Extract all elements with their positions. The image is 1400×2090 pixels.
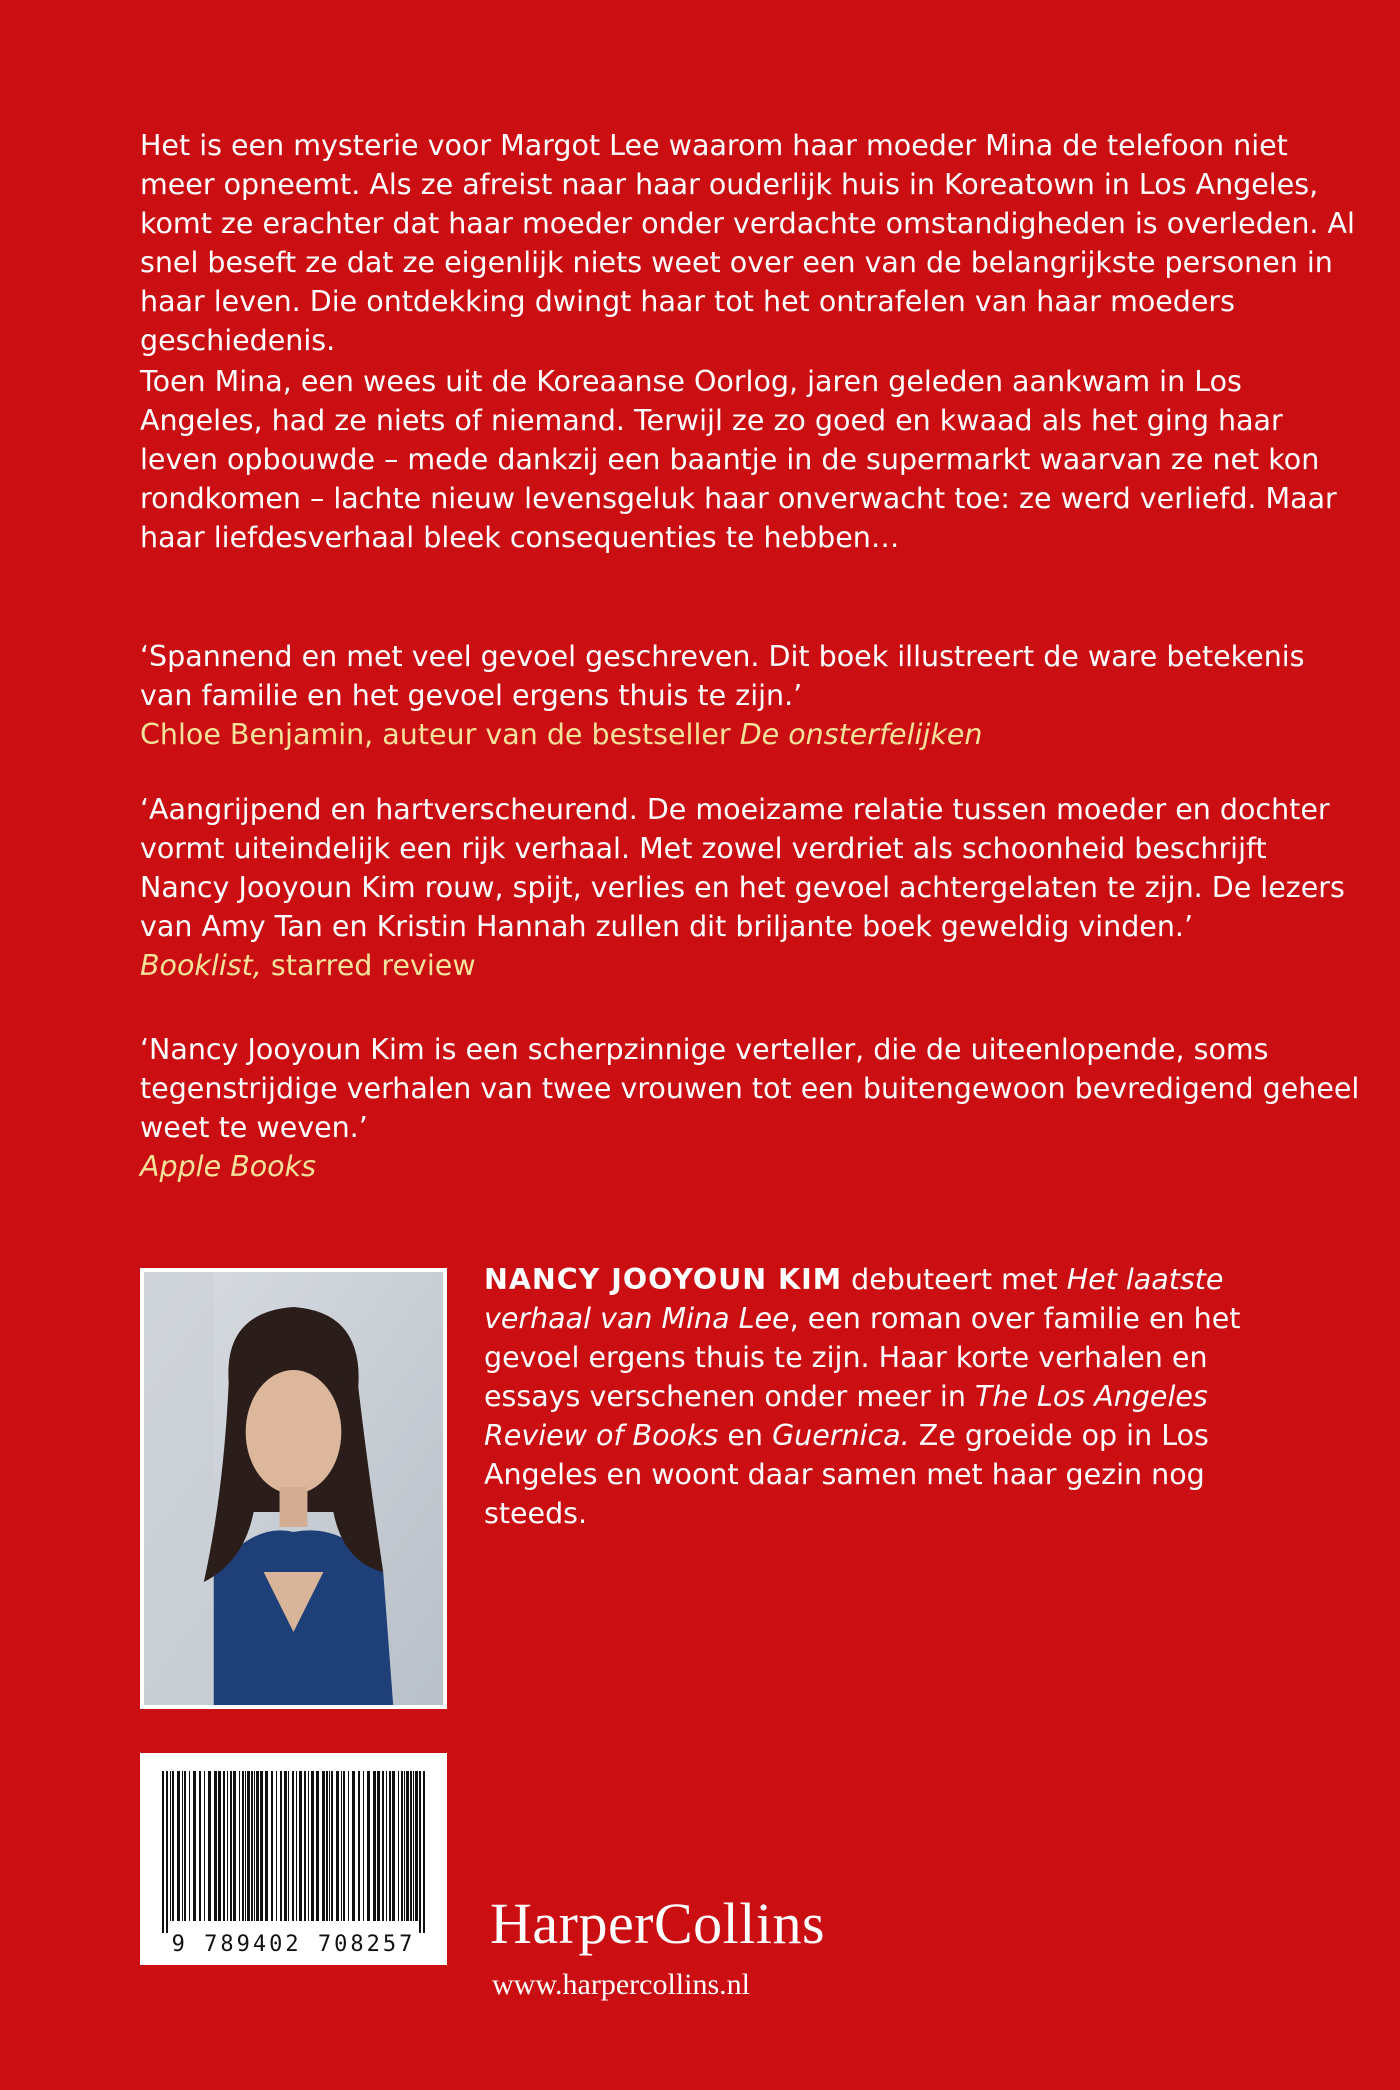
barcode-bar: [280, 1771, 282, 1921]
barcode-bar: [233, 1771, 236, 1921]
barcode-bar: [265, 1771, 268, 1921]
author-name: NANCY JOOYOUN KIM: [484, 1263, 843, 1296]
barcode-bar: [162, 1771, 164, 1933]
barcode-bar: [247, 1771, 250, 1921]
barcode-bar: [304, 1771, 306, 1921]
review-text: ‘Aangrijpend en hartverscheurend. De moeizame relatie tussen moeder en dochter vormt uiteindelijk een rijk verhaal. Met zowel verdriet als schoonheid beschrijft Nancy Jooyoun Kim rouw, spijt, verlies en het gevoel achtergelaten te zijn. De lezers van Amy Tan en Kristin Hannah zullen dit briljante boek geweldig vinden.’: [140, 793, 1345, 943]
barcode-bar: [271, 1771, 273, 1921]
barcode-bar: [166, 1771, 168, 1933]
barcode-bar: [373, 1771, 376, 1921]
barcode-bar: [177, 1771, 180, 1921]
barcode-bar: [172, 1771, 174, 1921]
barcode-bar: [322, 1771, 325, 1921]
barcode-bar: [382, 1771, 384, 1921]
publisher-website[interactable]: www.harpercollins.nl: [492, 1968, 750, 2001]
barcode: [140, 1753, 447, 1965]
barcode-bar: [316, 1771, 319, 1921]
barcode-bar: [404, 1771, 405, 1921]
barcode-bar: [254, 1771, 255, 1921]
barcode-bar: [193, 1771, 196, 1921]
barcode-bar: [288, 1771, 289, 1921]
review-attribution: Chloe Benjamin, auteur van de bestseller De onsterfelijken: [140, 718, 983, 751]
barcode-bar: [260, 1771, 263, 1921]
review-attribution: Booklist, starred review: [140, 949, 476, 982]
barcode-bar: [230, 1771, 232, 1921]
barcode-bar: [367, 1771, 370, 1921]
barcode-bar: [296, 1771, 297, 1921]
barcode-bar: [204, 1771, 205, 1921]
review-text: ‘Spannend en met veel gevoel geschreven. Dit boek illustreert de ware betekenis van familie en het gevoel ergens thuis te zijn.’: [140, 640, 1305, 712]
barcode-bar: [170, 1771, 171, 1921]
barcode-bar: [410, 1771, 412, 1921]
barcode-bar: [214, 1771, 217, 1921]
barcode-number: 9 789402 708257: [171, 1932, 416, 1957]
barcode-bar: [348, 1771, 349, 1921]
barcode-bar: [406, 1771, 409, 1921]
barcode-bar: [292, 1771, 294, 1921]
barcode-bar: [331, 1771, 333, 1921]
barcode-bar: [239, 1771, 240, 1921]
barcode-bar: [223, 1771, 225, 1921]
review-attribution: Apple Books: [140, 1150, 316, 1183]
barcode-bar: [218, 1771, 221, 1921]
barcode-bar: [398, 1771, 399, 1921]
barcode-bar: [343, 1771, 345, 1921]
barcode-bar: [341, 1771, 342, 1921]
barcode-bar: [326, 1771, 328, 1921]
barcode-bar: [276, 1771, 277, 1921]
barcode-bar: [423, 1771, 425, 1933]
publisher-logo: HarperCollins: [490, 1891, 826, 1956]
author-portrait-image: [144, 1272, 443, 1705]
barcode-bar: [419, 1771, 421, 1933]
barcode-bar: [208, 1771, 211, 1921]
barcode-bar: [284, 1771, 287, 1921]
barcode-bar: [245, 1771, 246, 1921]
barcode-bar: [336, 1771, 339, 1921]
review-quote: [140, 637, 1362, 754]
barcode-bar: [401, 1771, 403, 1921]
review-text: ‘Nancy Jooyoun Kim is een scherpzinnige verteller, die de uiteenlopende, soms tegenstrijdige verhalen van twee vrouwen tot een buitengewoon bevredigend geheel weet te weven.’: [140, 1033, 1360, 1144]
barcode-bar: [413, 1771, 414, 1921]
barcode-bar: [352, 1771, 355, 1921]
review-quote: [140, 1030, 1362, 1186]
synopsis-paragraph: Het is een mysterie voor Margot Lee waarom haar moeder Mina de telefoon niet meer opneemt. Als ze afreist naar haar ouderlijk huis in Koreatown in Los Angeles, komt ze erachter dat haar moeder onder verdachte omstandigheden is overleden. Al snel beseft ze dat ze eigenlijk niets weet over een van de belangrijkste personen in haar leven. Die ontdekking dwingt haar tot het ontrafelen van haar moeders geschiedenis.: [140, 129, 1355, 357]
review-quote: [140, 790, 1362, 985]
barcode-bar: [184, 1771, 186, 1921]
barcode-bar: [329, 1771, 330, 1921]
barcode-bar: [377, 1771, 380, 1921]
barcode-bar: [386, 1771, 387, 1921]
barcode-bar: [189, 1771, 190, 1921]
barcode-bar: [358, 1771, 360, 1921]
barcode-bar: [299, 1771, 302, 1921]
barcode-bar: [182, 1771, 183, 1921]
author-bio: NANCY JOOYOUN KIM debuteert met Het laatste verhaal van Mina Lee, een roman over familie en het gevoel ergens thuis te zijn. Haar korte verhalen en essays verschenen onder meer in The Los Angeles Review of Books en Guernica. Ze groeide op in Los Angeles en woont daar samen met haar gezin nog steeds.: [484, 1263, 1241, 1530]
barcode-bar: [256, 1771, 259, 1921]
barcode-bar: [242, 1771, 244, 1921]
barcode-bar: [199, 1771, 201, 1921]
barcode-bar: [392, 1771, 395, 1921]
barcode-bar: [308, 1771, 309, 1921]
barcode-bar: [227, 1771, 228, 1921]
synopsis-paragraph: Toen Mina, een wees uit de Koreaanse Oorlog, jaren geleden aankwam in Los Angeles, had ze niets of niemand. Terwijl ze zo goed en kwaad als het ging haar leven opbouwde – mede dankzij een baantje in de supermarkt waarvan ze net kon rondkomen – lachte nieuw levensgeluk haar onverwacht toe: ze werd verliefd. Maar haar liefdesverhaal bleek consequenties te hebben…: [140, 365, 1337, 554]
author-photo: [140, 1268, 447, 1709]
barcode-bar: [251, 1771, 253, 1921]
barcode-bar: [389, 1771, 391, 1921]
barcode-bar: [311, 1771, 314, 1921]
barcode-bar: [363, 1771, 364, 1921]
barcode-bar: [415, 1771, 418, 1921]
